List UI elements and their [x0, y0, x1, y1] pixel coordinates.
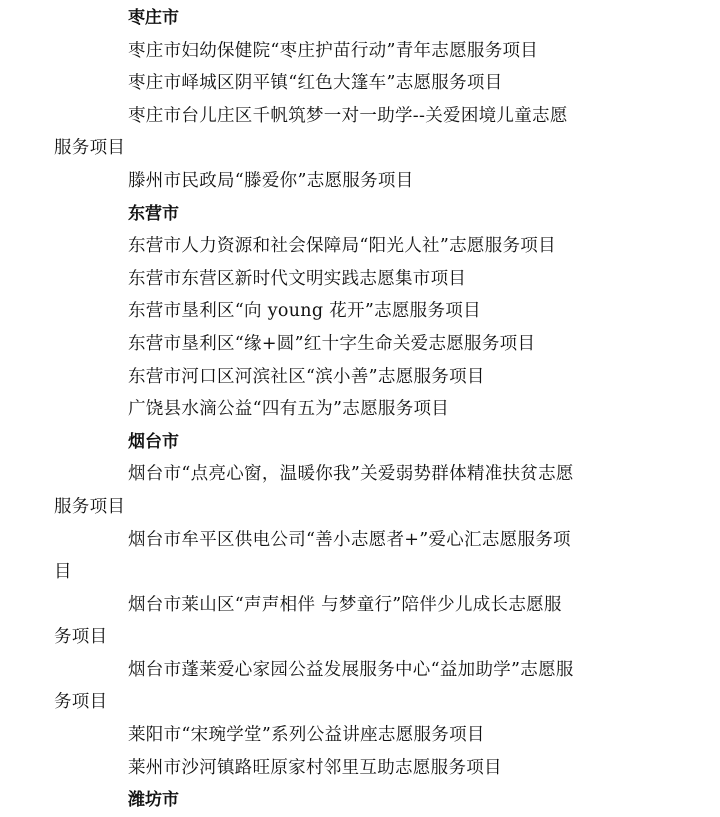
- city-heading: 东营市: [128, 203, 179, 224]
- project-item-continuation: 服务项目: [54, 138, 126, 159]
- project-item: [91, 752, 640, 785]
- project-item-line: 烟台市牟平区供电公司“善小志愿者+”爱心汇志愿服务项: [128, 529, 571, 550]
- project-item-line: 东营市人力资源和社会保障局“阳光人社”志愿服务项目: [128, 236, 556, 257]
- project-item-continuation: 服务项目: [54, 496, 126, 517]
- project-item: [91, 328, 640, 361]
- project-item-line: 枣庄市峄城区阴平镇“红色大篷车”志愿服务项目: [128, 73, 503, 94]
- project-item: [91, 361, 640, 394]
- project-item: [91, 230, 640, 263]
- project-item-continuation: 目: [54, 562, 72, 583]
- project-item: [91, 35, 640, 68]
- project-item-line: 莱阳市“宋琬学堂”系列公益讲座志愿服务项目: [128, 725, 485, 746]
- project-item: [54, 524, 640, 589]
- project-item: [54, 589, 640, 654]
- city-heading: 潍坊市: [128, 790, 179, 811]
- project-item-continuation: 务项目: [54, 627, 108, 648]
- project-item: [54, 100, 640, 165]
- project-item-line: 烟台市“点亮心窗，温暖你我”关爱弱势群体精准扶贫志愿: [128, 464, 574, 485]
- project-item-line: 枣庄市妇幼保健院“枣庄护苗行动”青年志愿服务项目: [128, 40, 539, 61]
- project-item: [91, 263, 640, 296]
- project-item-line: 莱州市沙河镇路旺原家村邻里互助志愿服务项目: [128, 757, 502, 778]
- project-item-line: 烟台市莱山区“声声相伴 与梦童行”陪伴少儿成长志愿服: [128, 594, 562, 615]
- project-item-line: 枣庄市台儿庄区千帆筑梦一对一助学--关爱困境儿童志愿: [128, 105, 568, 126]
- project-item-line: 东营市河口区河滨社区“滨小善”志愿服务项目: [128, 366, 485, 387]
- project-item-line: 东营市垦利区“向 young 花开”志愿服务项目: [128, 301, 481, 322]
- project-item-line: 广饶县水滴公益“四有五为”志愿服务项目: [128, 399, 450, 420]
- project-item: [54, 654, 640, 719]
- project-item: [91, 393, 640, 426]
- city-heading: 枣庄市: [128, 8, 179, 28]
- project-item: [91, 67, 640, 100]
- project-item: [91, 719, 640, 752]
- project-item: [54, 458, 640, 523]
- project-item: [91, 165, 640, 198]
- project-item-line: 东营市垦利区“缘+圆”红十字生命关爱志愿服务项目: [128, 333, 536, 354]
- project-item-line: 滕州市民政局“滕爱你”志愿服务项目: [128, 170, 414, 191]
- project-item-line: 东营市东营区新时代文明实践志愿集市项目: [128, 268, 467, 289]
- project-item-line: 烟台市蓬莱爱心家园公益发展服务中心“益加助学”志愿服: [128, 659, 574, 680]
- city-heading: 烟台市: [128, 431, 179, 452]
- project-item-continuation: 务项目: [54, 692, 108, 713]
- project-item: [91, 295, 640, 328]
